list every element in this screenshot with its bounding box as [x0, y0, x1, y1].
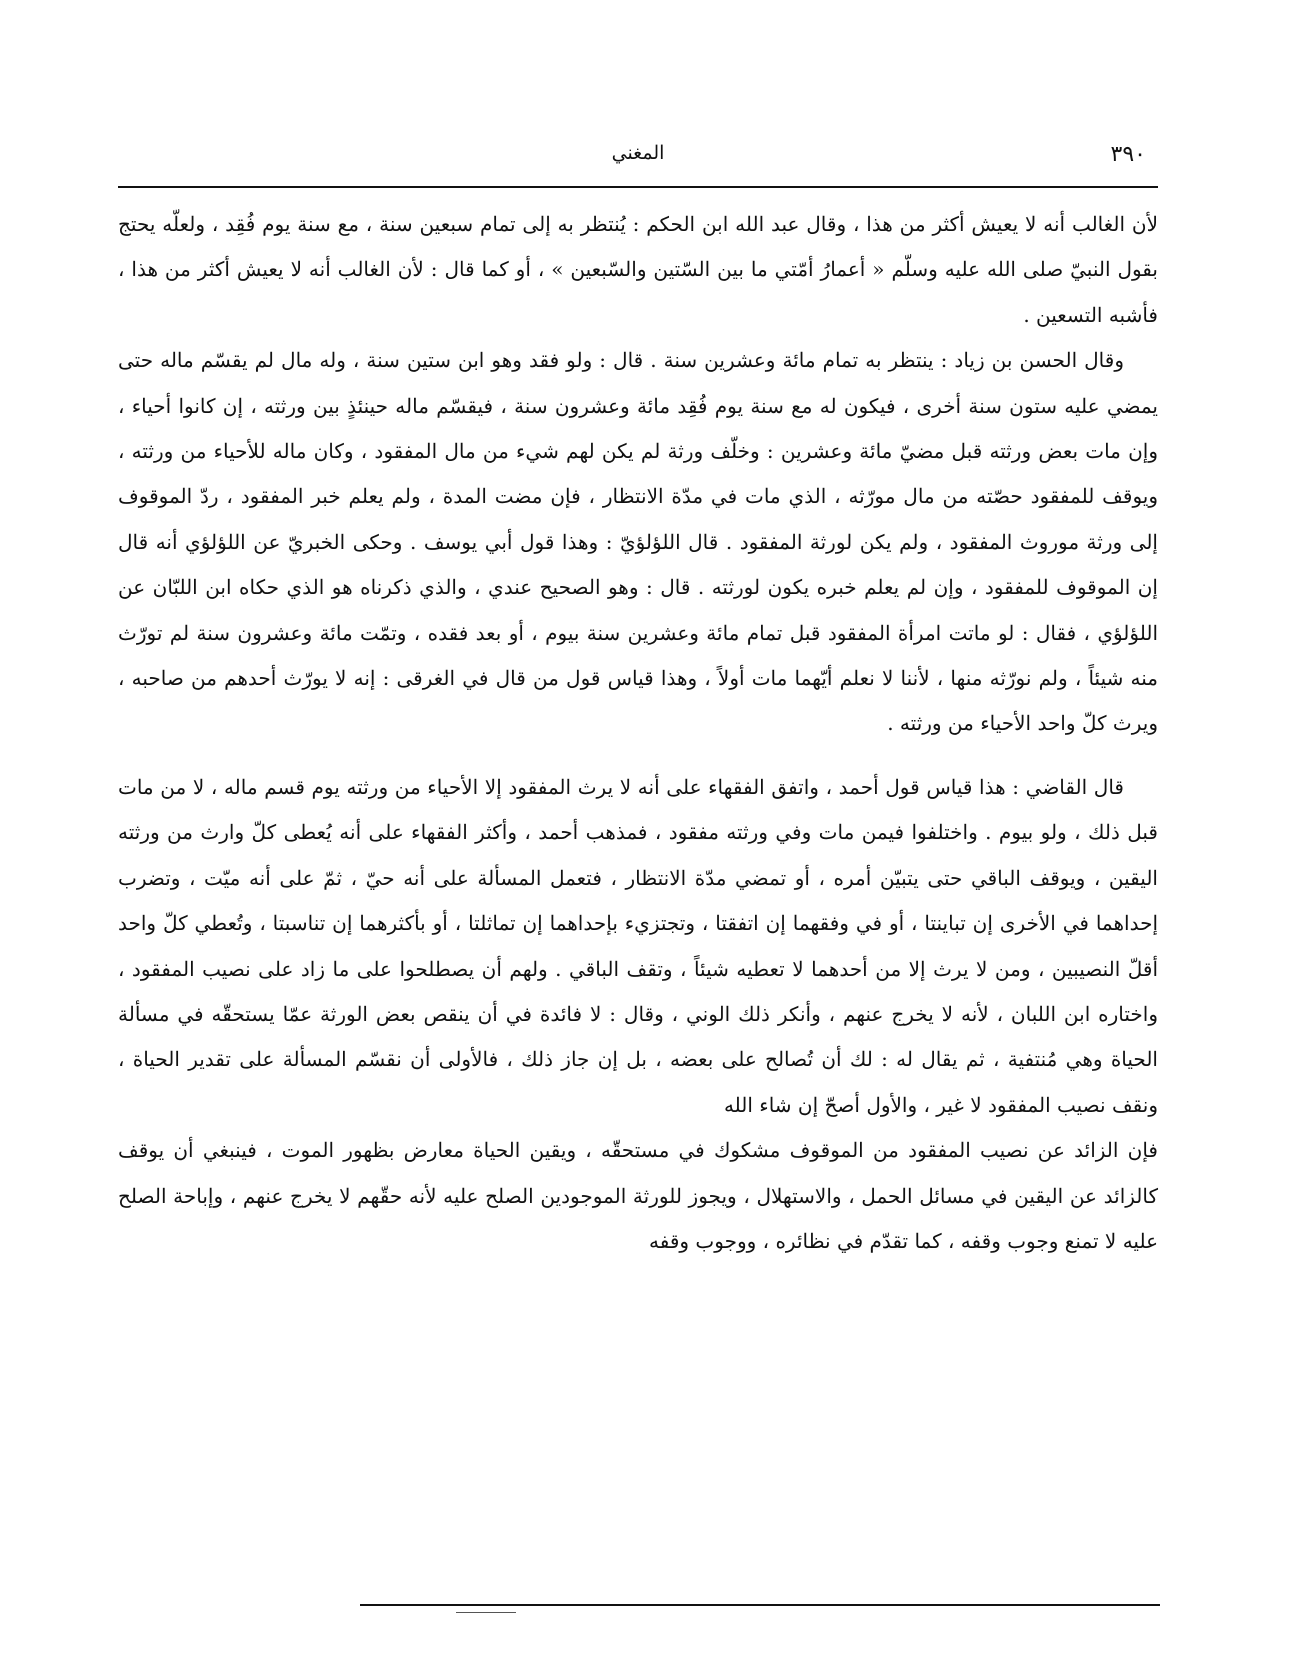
header-rule	[118, 186, 1158, 188]
footer-mark	[456, 1612, 516, 1613]
body-text	[118, 202, 1158, 1264]
running-title: المغني	[611, 142, 665, 164]
paragraph: وقال الحسن بن زياد : ينتظر به تمام مائة وعشرين سنة . قال : ولو فقد وهو ابن ستين سنة ، وله مال لم يقسّم ماله حتى يمضي عليه ستون سنة أخرى ، فيكون له مع سنة يوم فُقِد مائة وعشرون سنة ، فيقسّم ماله حينئذٍ بين ورثته ، إن كانوا أحياء ، وإن مات بعض ورثته قبل مضيّ مائة وعشرين : وخلّف ورثة لم يكن لهم شيء من مال المفقود ، وكان ماله للأحياء من ورثته ، ويوقف للمفقود حصّته من مال مورّثه ، الذي مات في مدّة الانتظار ، فإن مضت المدة ، ولم يعلم خبر المفقود ، ردّ الموقوف إلى ورثة موروث المفقود ، ولم يكن لورثة المفقود . قال اللؤلؤيّ : وهذا قول أبي يوسف . وحكى الخبريّ عن اللؤلؤي أنه قال إن الموقوف للمفقود ، وإن لم يعلم خبره يكون لورثته . قال : وهو الصحيح عندي ، والذي ذكرناه هو الذي حكاه ابن اللبّان عن اللؤلؤي ، فقال : لو ماتت امرأة المفقود قبل تمام مائة وعشرين سنة بيوم ، أو بعد فقده ، وتمّت مائة وعشرون سنة لم تورّث منه شيئاً ، ولم نورّثه منها ، لأننا لا نعلم أيّهما مات أولاً ، وهذا قياس قول من قال في الغرقى : إنه لا يورّث أحدهم من صاحبه ، ويرث كلّ واحد الأحياء من ورثته .	[118, 348, 1158, 736]
paragraph: لأن الغالب أنه لا يعيش أكثر من هذا ، وقال عبد الله ابن الحكم : يُنتظر به إلى تمام سبعين سنة ، مع سنة يوم فُقِد ، ولعلّه يحتج بقول النبيّ صلى الله عليه وسلّم « أعمارُ أمّتي ما بين السّتين والسّبعين » ، أو كما قال : لأن الغالب أنه لا يعيش أكثر من هذا ، فأشبه التسعين .	[118, 212, 1158, 327]
page-number: ٣٩٠	[1110, 142, 1146, 167]
page-header	[118, 138, 1158, 178]
paragraph: قال القاضي : هذا قياس قول أحمد ، واتفق الفقهاء على أنه لا يرث المفقود إلا الأحياء من ورثته يوم قسم ماله ، لا من مات قبل ذلك ، ولو بيوم . واختلفوا فيمن مات وفي ورثته مفقود ، فمذهب أحمد ، وأكثر الفقهاء على أنه يُعطى كلّ وارث من ورثته اليقين ، ويوقف الباقي حتى يتبيّن أمره ، أو تمضي مدّة الانتظار ، فتعمل المسألة على أنه حيّ ، ثمّ على أنه ميّت ، وتضرب إحداهما في الأخرى إن تباينتا ، أو في وفقهما إن اتفقتا ، وتجتزيء بإحداهما إن تماثلتا ، أو بأكثرهما إن تناسبتا ، وتُعطي كلّ واحد أقلّ النصيبين ، ومن لا يرث إلا من أحدهما لا تعطيه شيئاً ، وتقف الباقي . ولهم أن يصطلحوا على ما زاد على نصيب المفقود ، واختاره ابن اللبان ، لأنه لا يخرج عنهم ، وأنكر ذلك الوني ، وقال : لا فائدة في أن ينقص بعض الورثة عمّا يستحقّه في مسألة الحياة وهي مُنتفية ، ثم يقال له : لك أن تُصالح على بعضه ، بل إن جاز ذلك ، فالأولى أن نقسّم المسألة على تقدير الحياة ، ونقف نصيب المفقود لا غير ، والأول أصحّ إن شاء الله	[118, 774, 1158, 1117]
paragraph: فإن الزائد عن نصيب المفقود من الموقوف مشكوك في مستحقّه ، ويقين الحياة معارض بظهور الموت ، فينبغي أن يوقف كالزائد عن اليقين في مسائل الحمل ، والاستهلال ، ويجوز للورثة الموجودين الصلح عليه لأنه حقّهم لا يخرج عنهم ، وإباحة الصلح عليه لا تمنع وجوب وقفه ، كما تقدّم في نظائره ، ووجوب وقفه	[118, 1138, 1158, 1253]
footer-rule	[360, 1604, 1160, 1606]
